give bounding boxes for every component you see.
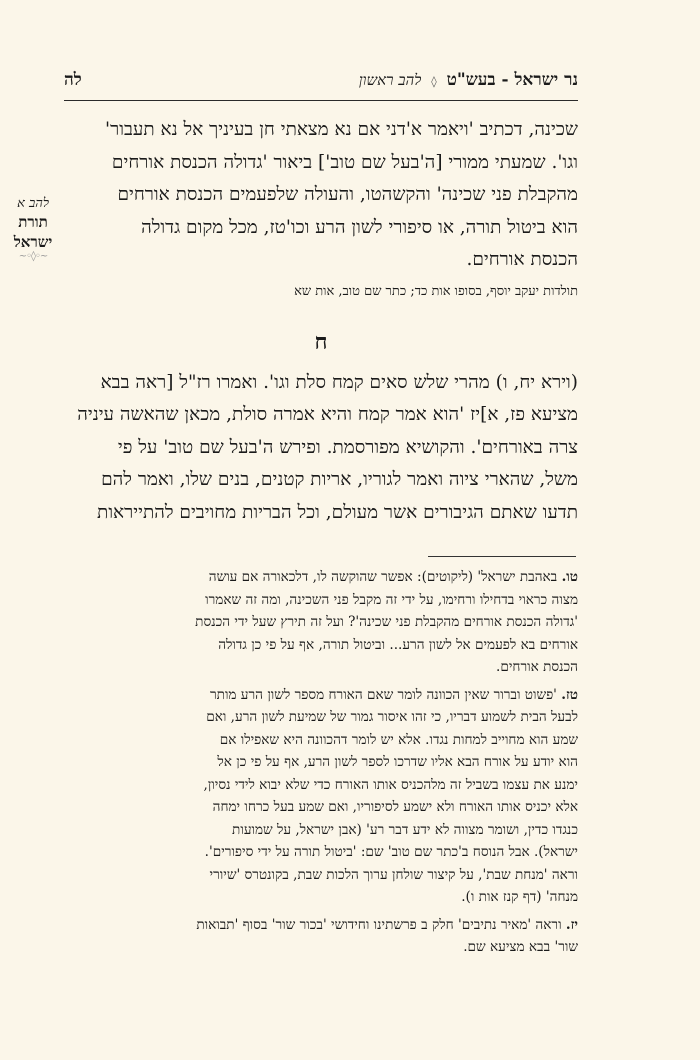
body-line: מהקבלת פני שכינה' והקשהטו, והעולה שלפעמים הכנסת אורחים bbox=[117, 184, 578, 205]
side-label bbox=[10, 196, 56, 262]
body-line: מציעא פז, א]יז 'הוא אמר קמח והיא אמרה סולת, מכאן שהאשה עיניה bbox=[77, 404, 578, 425]
body-line: משל, שהארי ציוה ואמר לגוריו, אריות קטנים, בנים שלו, ואמר להם bbox=[101, 469, 578, 490]
footnote-line: אלא יכניס אותו האורח ולא ישמע לסיפוריו, ואם שמע בעל כרחו ימחה bbox=[212, 799, 578, 815]
footnote bbox=[64, 566, 578, 679]
footnote-line: ימנע את עצמו בשביל זה מלהכניס אותו האורח כדי שלא יבוא לידי נסיון, bbox=[203, 776, 578, 793]
header-separator-icon: ◊ bbox=[431, 75, 437, 88]
footnote-text: וראה 'מאיר נתיבים' חלק ב פרשתינו וחידושי 'בכור שור' בסוף 'תבואות bbox=[196, 916, 562, 933]
header-book-title: נר ישראל - בעש"ט bbox=[446, 70, 578, 90]
footnote-line bbox=[64, 566, 578, 589]
side-label-line2: תורת bbox=[18, 213, 48, 231]
footnote-line bbox=[64, 914, 578, 937]
side-label-line3: ישראל bbox=[13, 233, 53, 251]
footnote bbox=[64, 914, 578, 959]
footnote-label: טו. bbox=[561, 569, 578, 585]
footnotes bbox=[64, 566, 578, 959]
body-line: שכינה, דכתיב 'ויאמר א'דני אם נא מצאתי חן בעיניך אל נא תעבור' bbox=[105, 119, 578, 140]
side-label-line1: להב א bbox=[17, 196, 49, 211]
page-number: לה bbox=[64, 70, 82, 90]
footnote-label: יז. bbox=[565, 916, 578, 933]
body-line: (וירא יח, ו) מהרי שלש סאים קמח סלת וגו'. ואמרו רז"ל [ראה בבא bbox=[100, 371, 578, 393]
footnote-line: וראה 'מנחת שבת', על קיצור שולחן ערוך הלכות שבת, בקונטרס 'שיורי bbox=[209, 866, 578, 883]
header-subtitle: להב ראשון bbox=[358, 71, 422, 89]
footnote-line: הכנסת אורחים. bbox=[496, 659, 578, 675]
body-line: הכנסת אורחים. bbox=[466, 249, 578, 270]
source-citation: תולדות יעקב יוסף, בסופו אות כד; כתר שם טוב, אות שא bbox=[294, 283, 578, 299]
body-line: וגו'. שמעתי ממורי [ה'בעל שם טוב'] ביאור 'גדולה הכנסת אורחים bbox=[111, 151, 578, 173]
footnote-line: כנגדו כדין, ושומר מצווה לא ידע דבר רע' (אבן ישראל, על שמועות bbox=[232, 821, 578, 838]
footnote-line: אורחים בא לפעמים אל לשון הרע... וביטול תורה, אף על פי כן גדולה bbox=[218, 636, 578, 653]
footnote-line: 'גדולה הכנסת אורחים מהקבלת פני שכינה'? ועל זה תירץ שעל ידי הכנסת bbox=[195, 614, 578, 630]
main-text bbox=[64, 114, 578, 529]
footnote-line: הוא יודע על אורח הבא אליו שדרכו לספר לשון הרע, אף על פי כן אל bbox=[217, 754, 578, 770]
footnote-line: שור' בבא מציעא שם. bbox=[463, 939, 578, 955]
running-header bbox=[64, 66, 578, 101]
body-line: צרה באורחים'. והקושיא מפורסמת. ופירש ה'בעל שם טוב' על פי bbox=[117, 436, 578, 458]
footnote-line: מנחה' (דף קנז אות ו). bbox=[461, 889, 578, 905]
body-line: תדעו שאתם הגיבורים אשר מעולם, וכל הבריות מחויבים להתייראות bbox=[97, 501, 578, 523]
footnote-line bbox=[64, 684, 578, 707]
body-line: הוא ביטול תורה, או סיפורי לשון הרע וכו'טז, מכל מקום גדולה bbox=[141, 216, 578, 238]
footnote-line: לבעל הבית לשמוע דבריו, כי זהו איסור גמור של שמיעת לשון הרע, ואם bbox=[206, 709, 578, 725]
footnote bbox=[64, 684, 578, 909]
footnote-line: מצוה כראוי בדחילו ורחימו, על ידי זה מקבל פני השכינה, ומה זה שאמרו bbox=[205, 591, 578, 608]
footnote-text: 'פשוט וברור שאין הכוונה לומר שאם האורח מספר לשון הרע מותר bbox=[209, 686, 557, 703]
footnote-divider bbox=[428, 556, 576, 557]
ornament-icon: ~◦◊◦~ bbox=[18, 251, 48, 262]
footnote-line: שמע הוא מחוייב למחות נגדו. אלא יש לומר דהכוונה היא שאפילו אם bbox=[219, 731, 578, 748]
footnote-line: ישראל). אבל הנוסח ב'כתר שם טוב' שם: 'ביטול תורה על ידי סיפורים'. bbox=[204, 844, 578, 860]
section-heading: ח bbox=[314, 328, 328, 355]
header-title bbox=[359, 70, 578, 90]
footnote-label: טז. bbox=[561, 686, 578, 703]
footnote-text: באהבת ישראל' (ליקוטים): אפשר שהוקשה לו, דלכאורה אם עושה bbox=[208, 569, 558, 585]
